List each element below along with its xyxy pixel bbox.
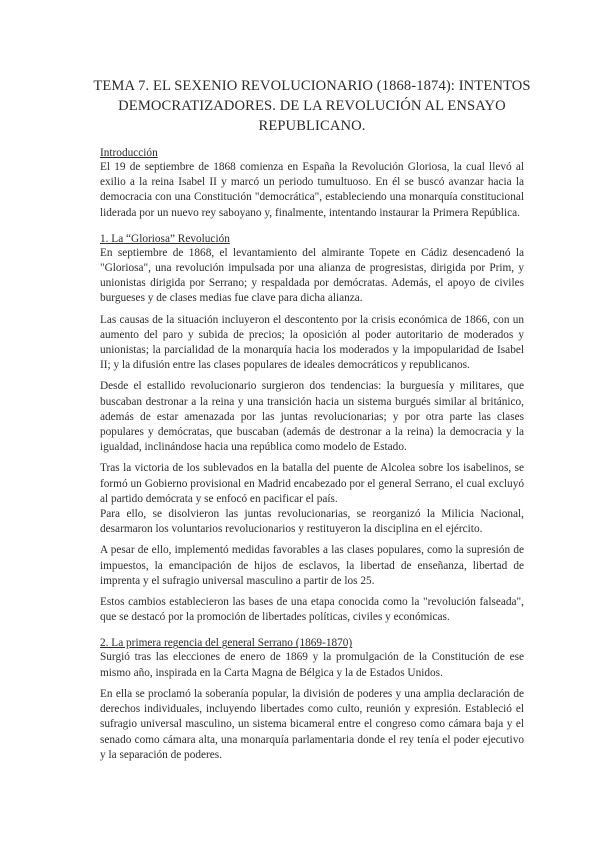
section-2-paragraph: Surgió tras las elecciones de enero de 1869 y la promulgación de la Constitución de ese mismo año, inspirada en la Carta Magna de Bélgica y la de Estados Unidos. xyxy=(100,651,524,679)
section-2-heading: 2. La primera regencia del general Serrano (1869-1870) xyxy=(100,637,353,650)
document-body xyxy=(93,76,531,763)
intro-paragraph: El 19 de septiembre de 1868 comienza en España la Revolución Gloriosa, la cual llevó al exilio a la reina Isabel II y marcó un periodo tumultuoso. En él se buscó avanzar hacia la democracia con una Constitución "democrática", estableciendo una monarquía constitucional liderada por un nuevo rey saboyano y, finalmente, intentando instaurar la Primera República. xyxy=(100,161,524,219)
section-1-paragraph: En septiembre de 1868, el levantamiento del almirante Topete en Cádiz desencadenó la "Gloriosa", una revolución impulsada por una alianza de progresistas, dirigida por Prim, y unionistas dirigida por Serrano; y respaldada por demócratas. Además, el apoyo de civiles burgueses y de clases medias fue clave para dicha alianza. xyxy=(100,246,524,305)
section-2-paragraph: En ella se proclamó la soberanía popular, la división de poderes y una amplia declaración de derechos individuales, incluyendo libertades como culto, reunión y expresión. Estableció el sufragio universal masculino, un sistema bicameral entre el congreso como cámara baja y el senado como cámara alta, una monarquía parlamentaria donde el rey tenía el poder ejecutivo y la separación de poderes. xyxy=(100,687,524,761)
section-1-paragraph: Para ello, se disolvieron las juntas revolucionarias, se reorganizó la Milicia Nacional, desarmaron los voluntarios revolucionarios y restituyeron la disciplina en el ejército. xyxy=(100,508,524,536)
document-title: TEMA 7. EL SEXENIO REVOLUCIONARIO (1868-1874): INTENTOS DEMOCRATIZADORES. DE LA REVOLUCIÓN AL ENSAYO REPUBLICANO. xyxy=(93,78,531,134)
section-1-paragraph: Desde el estallido revolucionario surgieron dos tendencias: la burguesía y militares, que buscaban destronar a la reina y una transición hacia un sistema burgués similar al británico, además de estar amenazada por las juntas revolucionarias; y por otra parte las clases populares y demócratas, que buscaban (además de destronar a la reina) la democracia y la igualdad, inclinándose hacia una república como modelo de Estado. xyxy=(100,380,524,454)
section-1-paragraph: Estos cambios establecieron las bases de una etapa conocida como la "revolución falseada", que se destacó por la promoción de libertades políticas, civiles y económicas. xyxy=(100,596,524,624)
section-1-paragraph: Las causas de la situación incluyeron el descontento por la crisis económica de 1866, con un aumento del paro y subida de precios; la oposición al poder autoritario de moderados y unionistas; la parcialidad de la monarquía hacia los moderados y la impopularidad de Isabel II; y la difusión entre las clases populares de ideales democráticos y republicanos. xyxy=(100,313,524,372)
section-1-paragraph: Tras la victoria de los sublevados en la batalla del puente de Alcolea sobre los isabelinos, se formó un Gobierno provisional en Madrid encabezado por el general Serrano, el cual excluyó al partido demócrata y se enfocó en pacificar el país. xyxy=(100,462,524,505)
intro-heading: Introducción xyxy=(100,147,158,159)
section-1-paragraph: A pesar de ello, implementó medidas favorables a las clases populares, como la supresión de impuestos, la emancipación de hijos de esclavos, la libertad de enseñanza, libertad de imprenta y el sufragio universal masculino a partir de los 25. xyxy=(100,544,524,587)
section-1-heading: 1. La “Gloriosa” Revolución xyxy=(100,232,230,245)
